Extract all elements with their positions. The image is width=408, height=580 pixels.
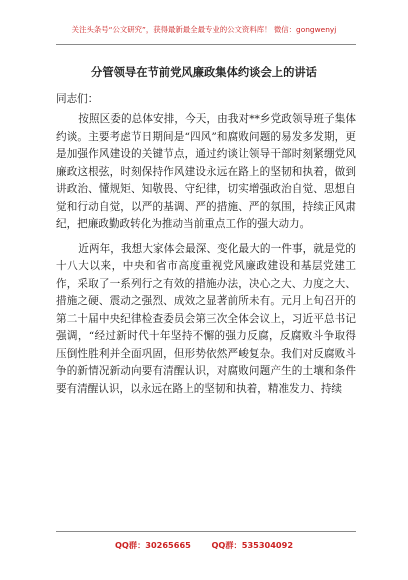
qq-number-2: 535304092 <box>241 540 294 550</box>
header-divider <box>56 44 356 45</box>
footer-contact <box>0 540 408 551</box>
paragraph-1: 按照区委的总体安排，今天，由我对**乡党政领导班子集体约谈。主要考虑节日期间是“四风”和腐败问题的易发多发期，更是加强作风建设的关键节点，通过约谈让领导干部时刻紧绷党风廉政这根弦，时刻保持作风建设永远在路上的坚韧和执着，做到讲政治、懂规矩、知敬畏、守纪律，切实增强政治自觉、思想自觉和行动自觉，以严的基调、严的措施、严的氛围，持续正风肃纪，把廉政勤政转化为推动当前重点工作的强大动力。 <box>56 113 356 230</box>
qq-group-2 <box>211 540 293 550</box>
qq-group-1 <box>115 540 191 550</box>
qq-number-1: 30265665 <box>145 540 191 550</box>
qq-label-2: QQ群： <box>211 540 242 550</box>
document-body <box>56 111 367 405</box>
document-title: 分管领导在节前党风廉政集体约谈会上的讲话 <box>91 65 317 79</box>
qq-label-1: QQ群： <box>114 540 146 550</box>
paragraph-2: 近两年，我想大家体会最深、变化最大的一件事，就是党的十八大以来，中央和省市高度重视党风廉政建设和基层党建工作，采取了一系列行之有效的措施办法，决心之大、力度之大、措施之硬、震动之强烈、成效之显著前所未有。元月上旬召开的 第二十届中央纪律检查委员会第三次全体会议上，习近平总书记强调，“经过新时代十年坚持不懈的强力反腐，反腐败斗争取得压倒性胜利并全面巩固，但形势依然严峻复杂。我们对反腐败斗争的新情况新动向要有清醒认识，对腐败问题产生的土壤和条件要有清醒认识，以永远在路上的坚韧和执着，精准发力、持续 <box>56 242 367 395</box>
salutation: 同志们： <box>56 93 99 105</box>
footer-divider <box>56 531 356 532</box>
header-notice: 关注头条号“公文研究”，获得最新最全最专业的公文资料库！ 微信：gongwenyj <box>71 25 337 34</box>
